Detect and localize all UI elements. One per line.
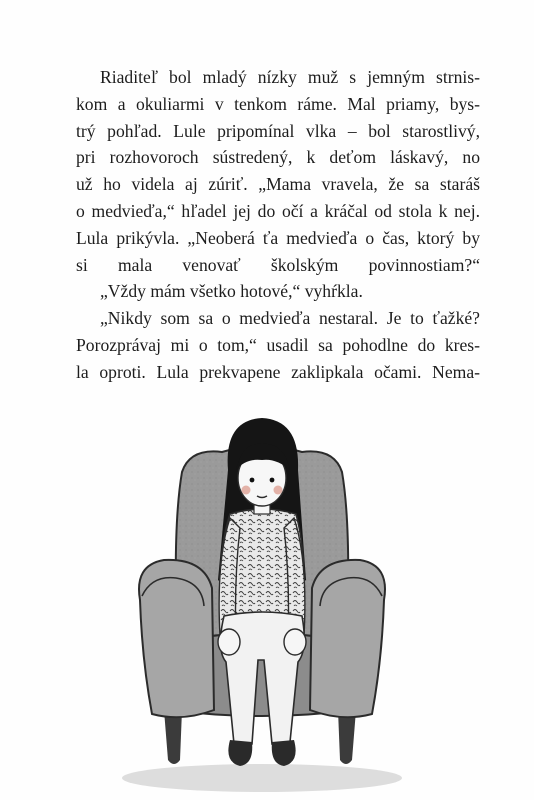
illustration-girl-in-armchair xyxy=(112,410,412,800)
text-line: o medvieďa,“ hľadel jej do očí a kráčal od stola k nej. xyxy=(76,200,480,221)
text-line: trý pohľad. Lule pripomínal vlka – bol starostlivý, xyxy=(76,120,480,141)
text-line: Lula prikývla. „Neoberá ťa medvieďa o čas, ktorý by xyxy=(76,227,480,248)
girl-shoe-left xyxy=(228,740,252,766)
girl-shoe-right xyxy=(272,740,296,766)
text-line: la oproti. Lula prekvapene zaklipkala očami. Nema- xyxy=(76,361,480,382)
girl-hand-right xyxy=(284,629,306,655)
text-line: Porozprávaj mi o tom,“ usadil sa pohodlne do kres- xyxy=(76,334,480,355)
text-line: už ho videla aj zúriť. „Mama vravela, že sa staráš xyxy=(76,174,480,195)
text-line: „Vždy mám všetko hotové,“ vyhŕkla. xyxy=(100,281,363,302)
floor-shadow xyxy=(122,764,402,792)
text-line: pri rozhovoroch sústredený, k deťom láskavý, no xyxy=(76,147,480,168)
girl-hand-left xyxy=(218,629,240,655)
text-line: kom a okuliarmi v tenkom ráme. Mal priamy, bys- xyxy=(76,93,480,114)
text-line: „Nikdy som sa o medvieďa nestaral. Je to ťažké? xyxy=(100,308,480,329)
story-text xyxy=(76,64,480,386)
text-line: si mala venovať školským povinnostiam?“ xyxy=(76,254,480,275)
chair-arm-right xyxy=(310,560,385,717)
chair-arm-left xyxy=(139,560,214,717)
text-line: Riaditeľ bol mladý nízky muž s jemným strnis- xyxy=(100,67,480,87)
